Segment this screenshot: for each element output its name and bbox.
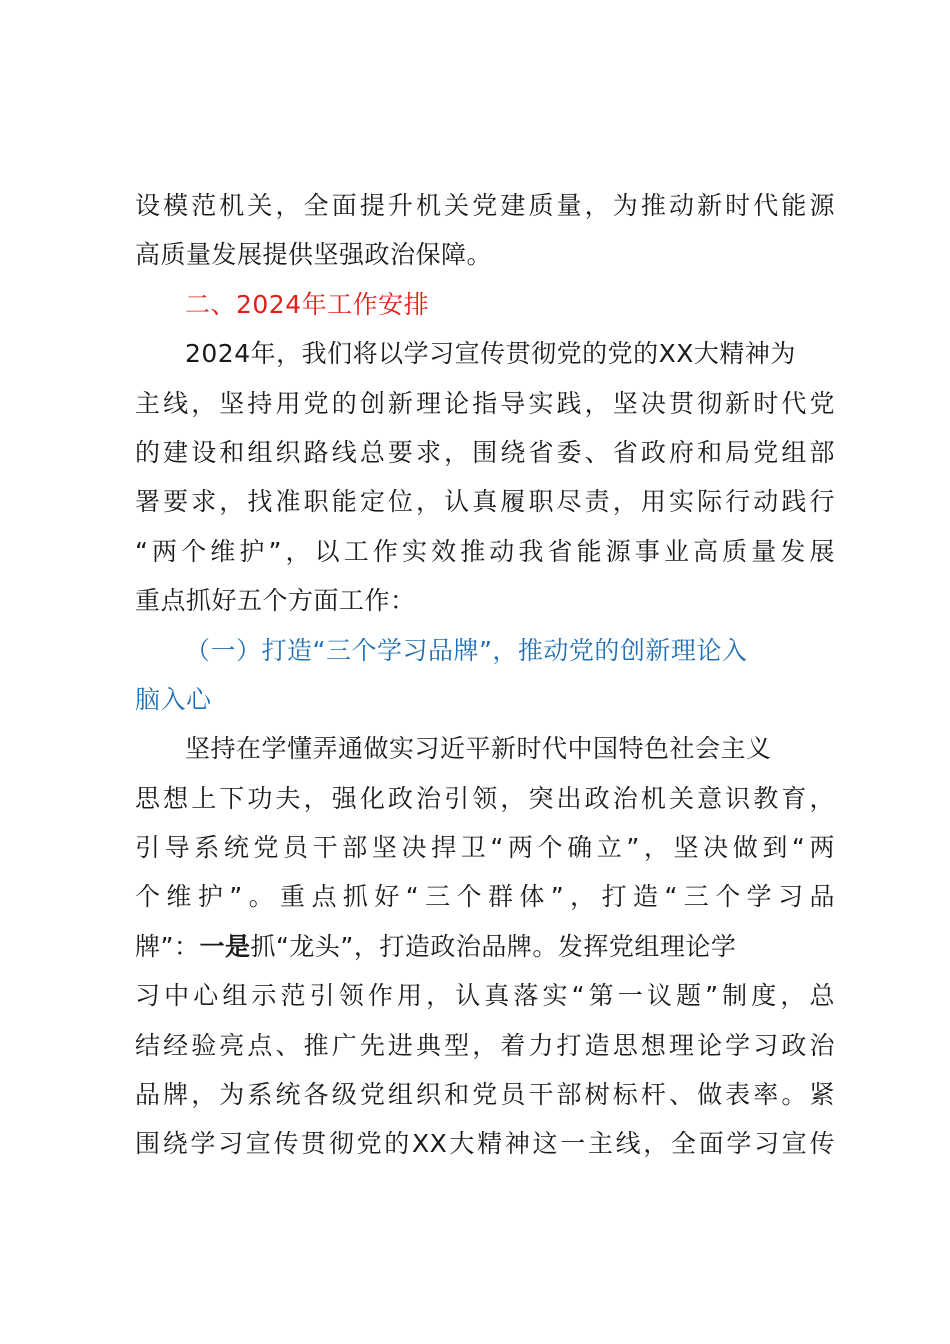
text-line: 围绕学习宣传贯彻党的XX大精神这一主线，全面学习宣传 [135, 1129, 835, 1159]
text-line: 高质量发展提供坚强政治保障。 [135, 240, 493, 270]
text-line: 署要求，找准职能定位，认真履职尽责，用实际行动践行 [135, 487, 835, 517]
subheading-line: （一）打造“三个学习品牌”，推动党的创新理论入 [185, 635, 748, 665]
text-line: 主线，坚持用党的创新理论指导实践，坚决贯彻新时代党 [135, 388, 835, 418]
text-line: “两个维护”，以工作实效推动我省能源事业高质量发展 [135, 536, 835, 566]
text-line-mixed [135, 922, 835, 971]
subheading [135, 626, 835, 725]
bold-run: 一是 [199, 931, 251, 961]
text-line: 结经验亮点、推广先进典型，着力打造思想理论学习政治 [135, 1030, 835, 1060]
subheading-line: 脑入心 [135, 684, 212, 714]
paragraph-continuation [135, 181, 835, 280]
text-line: 坚持在学懂弄通做实习近平新时代中国特色社会主义 [185, 734, 772, 764]
text-line: 的建设和组织路线总要求，围绕省委、省政府和局党组部 [135, 437, 835, 467]
text-line: 个维护”。重点抓好“三个群体”，打造“三个学习品 [135, 882, 835, 912]
text-line: 引导系统党员干部坚决捍卫“两个确立”，坚决做到“两 [135, 833, 835, 863]
text-line: 重点抓好五个方面工作： [135, 586, 416, 616]
text-line: 品牌，为系统各级党组织和党员干部树标杆、做表率。紧 [135, 1080, 835, 1110]
section-heading: 二、2024年工作安排 [185, 289, 430, 319]
text-run: 牌”： [135, 931, 200, 961]
text-line: 设模范机关，全面提升机关党建质量，为推动新时代能源 [135, 191, 835, 220]
paragraph-study-brands [135, 724, 835, 1169]
text-line: 思想上下功夫，强化政治引领，突出政治机关意识教育， [135, 783, 835, 813]
text-line: 习中心组示范引领作用，认真落实“第一议题”制度，总 [135, 981, 835, 1011]
text-run: 抓“龙头”，打造政治品牌。发挥党组理论学 [250, 931, 737, 961]
paragraph-work-plan [135, 329, 835, 625]
document-body [135, 181, 835, 1169]
text-line: 2024年，我们将以学习宣传贯彻党的党的XX大精神为 [185, 339, 796, 369]
